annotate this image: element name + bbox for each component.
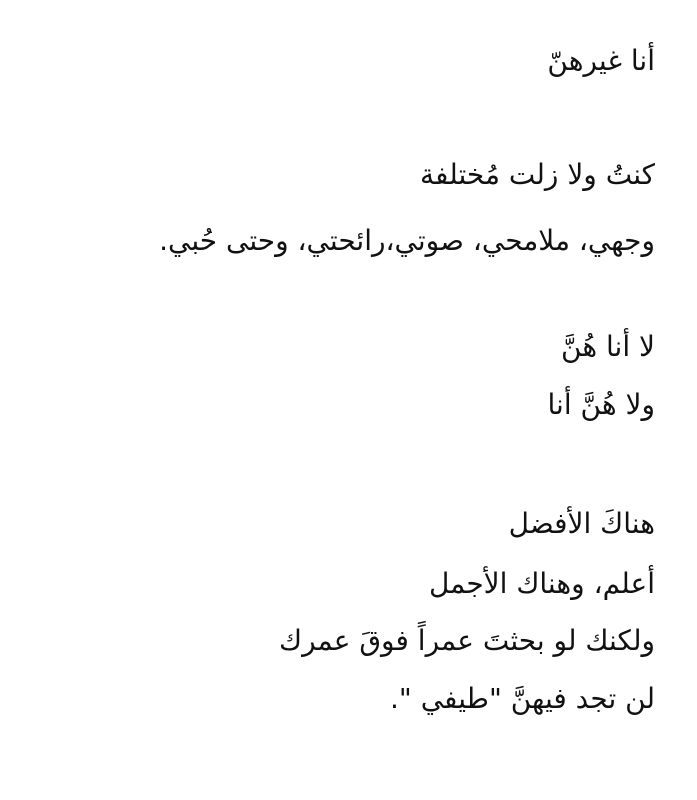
poem-line: أعلم، وهناك الأجمل — [428, 567, 655, 600]
poem-line: لن تجد فيهنَّ "طيفي ". — [390, 682, 655, 715]
poem-line: لا أنا هُنَّ — [561, 330, 655, 363]
poem-line: ولكنك لو بحثتَ عمراً فوقَ عمرك — [279, 624, 655, 657]
poem-title: أنا غيرهنّ — [547, 44, 655, 77]
poem-line: هناكَ الأفضل — [508, 507, 655, 540]
poem-line: كنتُ ولا زلت مُختلفة — [420, 158, 655, 191]
poem-line: وجهي، ملامحي، صوتي،رائحتي، وحتى حُبي. — [159, 224, 655, 257]
poem-line: ولا هُنَّ أنا — [547, 388, 655, 421]
